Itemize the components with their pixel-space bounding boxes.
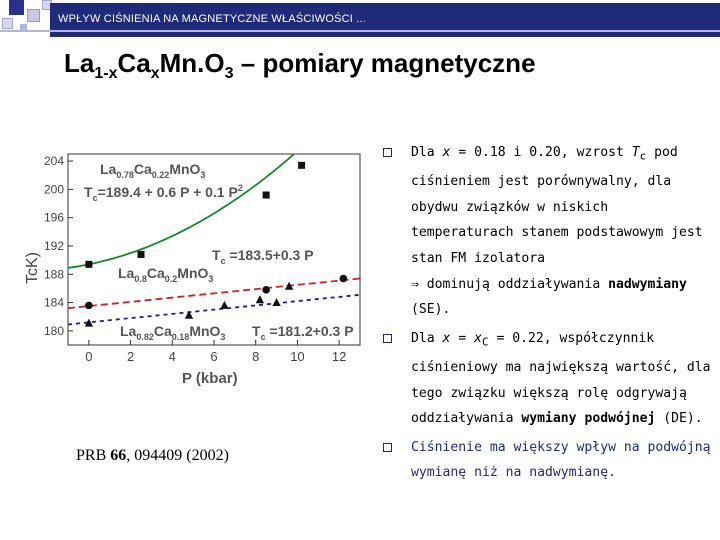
data-point-circle bbox=[340, 275, 348, 283]
data-point-triangle bbox=[256, 295, 264, 303]
x-tick-label: 8 bbox=[252, 349, 260, 364]
decor-square bbox=[9, 0, 24, 15]
data-point-triangle bbox=[272, 298, 280, 306]
x-tick-label: 6 bbox=[210, 349, 218, 364]
data-point-square bbox=[138, 251, 145, 258]
equation-red: $T_c =183.5+0.3$ P bbox=[212, 247, 314, 266]
bullet-item: Dla x = 0.18 i 0.20, wzrost $T_c$ pod ciśnieniem jest porównywalny, dla obydwu związków w niskich temperaturach stanem podstawowym jest stan FM izolatora ⇒ dominują oddziaływania nadwymiany (SE). bbox=[383, 140, 718, 323]
y-tick-label: 200 bbox=[43, 182, 64, 197]
x-tick-label: 12 bbox=[331, 349, 347, 364]
data-point-square bbox=[85, 261, 92, 268]
x-tick-label: 0 bbox=[85, 349, 93, 364]
equation-green: $T_c=189.4 + 0.6$ P + 0.1 $P^2$ bbox=[84, 183, 243, 203]
slide-title: $La_{1-x}Ca_xMn.O_3$ – pomiary magnetyczne bbox=[64, 48, 536, 83]
bullet-list bbox=[383, 140, 718, 489]
tc-pressure-chart bbox=[20, 140, 365, 400]
decor-square bbox=[2, 18, 13, 29]
series-label-la082: $La_{0.82}Ca_{0.18}MnO_3$ bbox=[120, 323, 226, 342]
bullet-square-icon bbox=[383, 148, 392, 157]
data-point-circle bbox=[85, 302, 93, 310]
series-label-la08: $La_{0.8}Ca_{0.2}MnO_3$ bbox=[118, 265, 214, 284]
bullet-item: Dla $x = x_C = 0.22$, współczynnik ciśnieniowy ma największą wartość, dla tego związku większą rolę odgrywają oddziaływania wymiany podwójnej (DE). bbox=[383, 326, 718, 432]
implies-arrow-icon: ⇒ bbox=[411, 276, 419, 292]
bullet-item: Ciśnienie ma większy wpływ na podwójną wymianę niż na nadwymianę. bbox=[383, 435, 718, 486]
x-tick-label: 2 bbox=[126, 349, 135, 364]
data-point-square bbox=[263, 192, 270, 199]
bullet-square-icon bbox=[383, 443, 392, 452]
y-tick-label: 180 bbox=[43, 323, 64, 338]
data-point-triangle bbox=[220, 301, 228, 309]
citation: PRB 66, 094409 (2002) bbox=[76, 447, 229, 464]
fit-line-3 bbox=[68, 295, 360, 325]
y-tick-label: 204 bbox=[43, 154, 64, 169]
y-tick-label: 188 bbox=[43, 267, 64, 282]
x-tick-label: 10 bbox=[290, 349, 305, 364]
y-tick-label: 192 bbox=[43, 238, 64, 253]
equation-blue: $T_c =181.2+0.3$ P bbox=[252, 323, 354, 342]
data-point-square bbox=[298, 162, 305, 169]
data-point-triangle bbox=[185, 311, 193, 319]
y-tick-label: 184 bbox=[43, 295, 64, 310]
data-point-circle bbox=[262, 286, 270, 294]
bullet-square-icon bbox=[383, 334, 392, 343]
x-tick-label: 4 bbox=[168, 349, 176, 364]
decor-square bbox=[27, 9, 40, 22]
series-label-la078: $La_{0.78}Ca_{0.22}MnO_3$ bbox=[100, 161, 206, 180]
header-title: WPŁYW CIŚNIENIA NA MAGNETYCZNE WŁAŚCIWOŚCI ... bbox=[58, 13, 367, 25]
x-axis-label: P (kbar) bbox=[182, 370, 238, 387]
y-axis-label: TcK) bbox=[24, 252, 41, 284]
y-tick-label: 196 bbox=[43, 210, 64, 225]
header-divider bbox=[0, 30, 720, 32]
fit-line-2 bbox=[68, 279, 360, 309]
